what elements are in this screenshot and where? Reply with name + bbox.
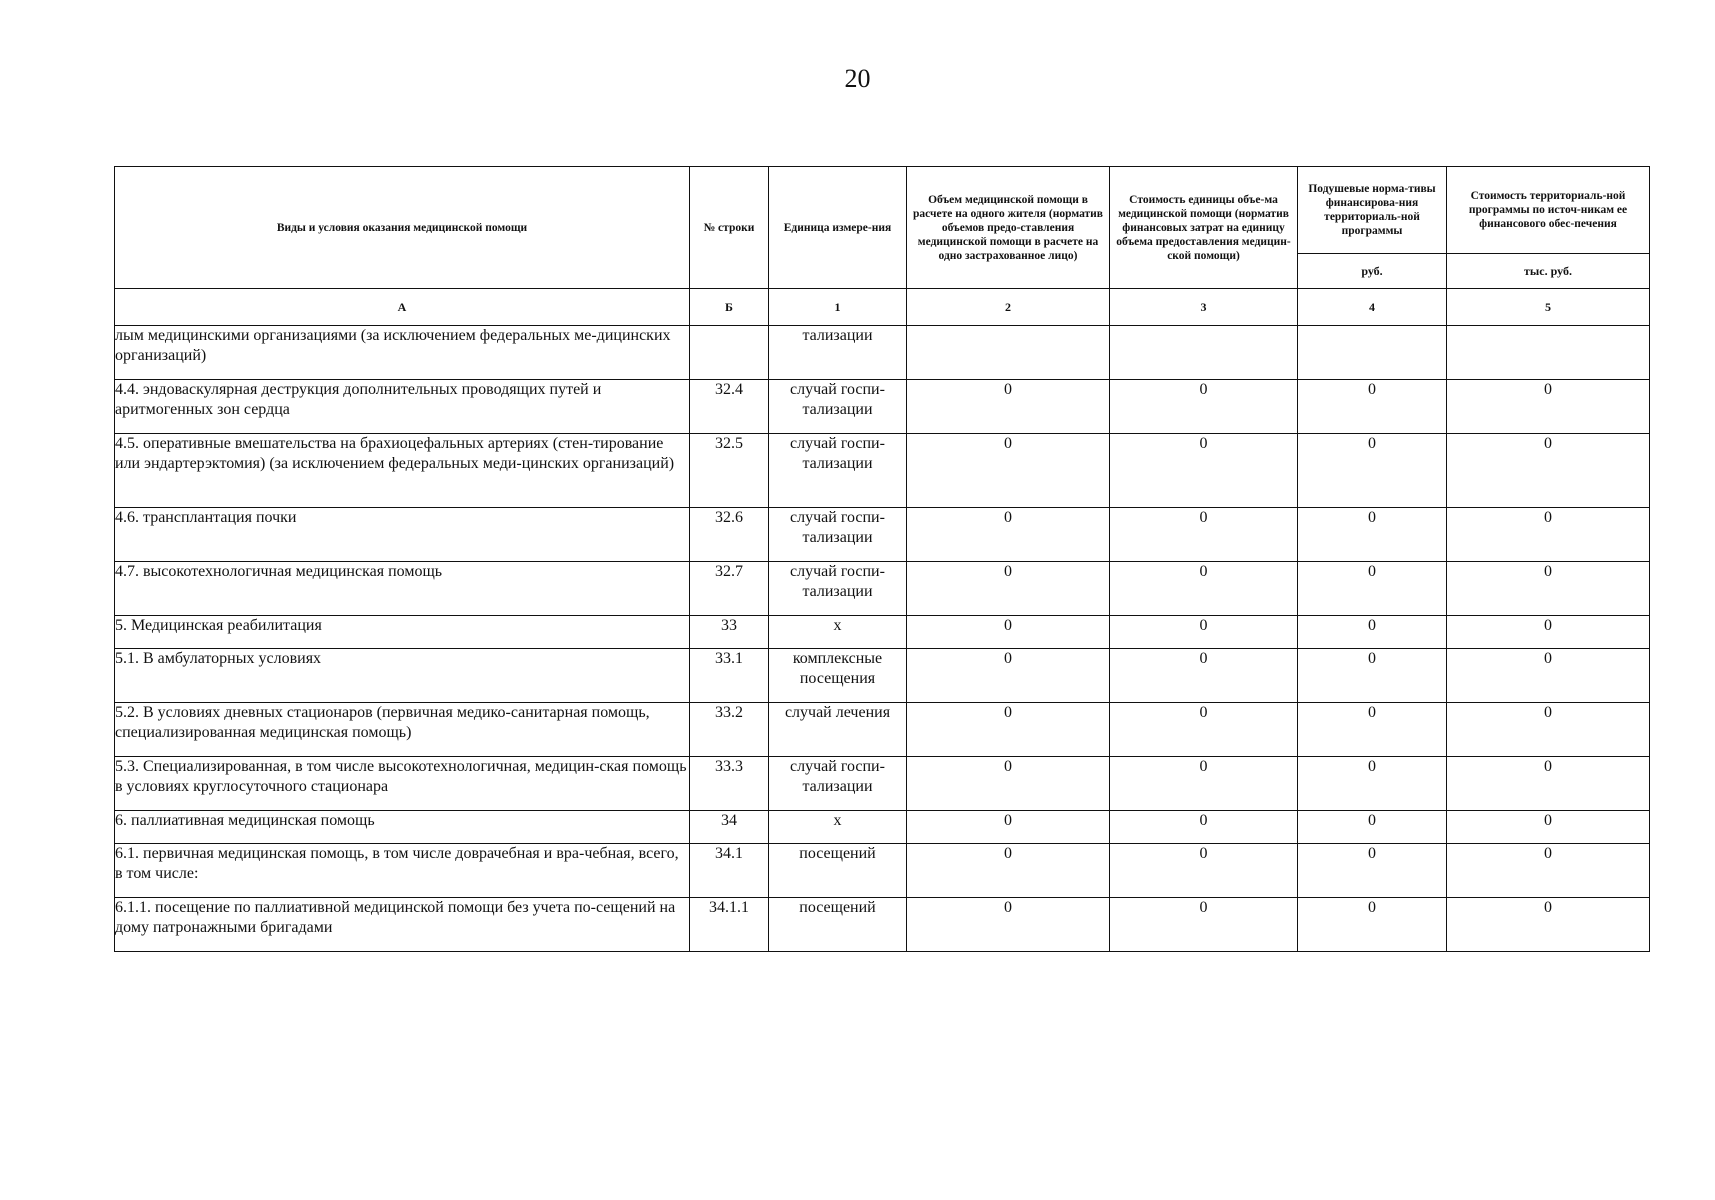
row-number: 33.1 <box>690 649 769 703</box>
row-volume: 0 <box>907 811 1110 844</box>
row-volume <box>907 326 1110 380</box>
header-unit-4: руб. <box>1298 254 1447 289</box>
row-description: 4.5. оперативные вмешательства на брахиоцефальных артериях (стен-тирование или эндартерэктомия) (за исключением федеральных меди-цинских организаций) <box>115 434 690 508</box>
table-row <box>115 649 1650 703</box>
row-unit: случай госпи-тализации <box>769 562 907 616</box>
table-row <box>115 326 1650 380</box>
row-unit-cost <box>1110 326 1298 380</box>
index-cell: 5 <box>1447 289 1650 326</box>
row-number: 32.4 <box>690 380 769 434</box>
header-unit-5: тыс. руб. <box>1447 254 1650 289</box>
row-unit-cost: 0 <box>1110 616 1298 649</box>
row-program-cost: 0 <box>1447 434 1650 508</box>
row-volume: 0 <box>907 703 1110 757</box>
row-unit-cost: 0 <box>1110 508 1298 562</box>
row-unit: х <box>769 811 907 844</box>
row-per-capita: 0 <box>1298 434 1447 508</box>
row-per-capita: 0 <box>1298 508 1447 562</box>
row-volume: 0 <box>907 649 1110 703</box>
row-unit-cost: 0 <box>1110 811 1298 844</box>
row-program-cost: 0 <box>1447 844 1650 898</box>
row-per-capita: 0 <box>1298 703 1447 757</box>
row-unit-cost: 0 <box>1110 757 1298 811</box>
table-row <box>115 757 1650 811</box>
index-cell: А <box>115 289 690 326</box>
header-col-b: № строки <box>690 167 769 289</box>
header-col-2: Объем медицинской помощи в расчете на одного жителя (норматив объемов предо-ставления медицинской помощи в расчете на одно застрахованное лицо) <box>907 167 1110 289</box>
row-per-capita: 0 <box>1298 811 1447 844</box>
header-col-3: Стоимость единицы объе-ма медицинской помощи (норматив финансовых затрат на единицу объема предоставления медицин-ской помощи) <box>1110 167 1298 289</box>
row-unit: случай госпи-тализации <box>769 508 907 562</box>
row-program-cost: 0 <box>1447 380 1650 434</box>
table-row <box>115 434 1650 508</box>
row-number: 33.2 <box>690 703 769 757</box>
table-row <box>115 811 1650 844</box>
row-number: 32.7 <box>690 562 769 616</box>
row-volume: 0 <box>907 844 1110 898</box>
row-number <box>690 326 769 380</box>
row-unit: комплексные посещения <box>769 649 907 703</box>
header-col-4: Подушевые норма-тивы финансирова-ния территориаль-ной программы <box>1298 167 1447 254</box>
row-description: 4.6. трансплантация почки <box>115 508 690 562</box>
row-unit-cost: 0 <box>1110 434 1298 508</box>
row-description: 5.3. Специализированная, в том числе высокотехнологичная, медицин-ская помощь в условиях круглосуточного стационара <box>115 757 690 811</box>
index-cell: Б <box>690 289 769 326</box>
row-volume: 0 <box>907 434 1110 508</box>
row-number: 32.5 <box>690 434 769 508</box>
row-description: 4.4. эндоваскулярная деструкция дополнительных проводящих путей и аритмогенных зон сердца <box>115 380 690 434</box>
row-per-capita <box>1298 326 1447 380</box>
row-description: 6.1.1. посещение по паллиативной медицинской помощи без учета по-сещений на дому патронажными бригадами <box>115 898 690 952</box>
row-volume: 0 <box>907 380 1110 434</box>
row-program-cost: 0 <box>1447 757 1650 811</box>
row-per-capita: 0 <box>1298 616 1447 649</box>
table-row <box>115 844 1650 898</box>
table-row <box>115 380 1650 434</box>
row-unit: случай госпи-тализации <box>769 380 907 434</box>
row-per-capita: 0 <box>1298 380 1447 434</box>
row-program-cost <box>1447 326 1650 380</box>
row-unit: тализации <box>769 326 907 380</box>
row-per-capita: 0 <box>1298 649 1447 703</box>
row-description: 4.7. высокотехнологичная медицинская помощь <box>115 562 690 616</box>
table-row <box>115 898 1650 952</box>
row-number: 34 <box>690 811 769 844</box>
row-program-cost: 0 <box>1447 811 1650 844</box>
column-index-row <box>115 289 1650 326</box>
row-program-cost: 0 <box>1447 649 1650 703</box>
page-number: 20 <box>844 64 871 93</box>
row-description: 5.2. В условиях дневных стационаров (первичная медико-санитарная помощь, специализированная медицинская помощь) <box>115 703 690 757</box>
medical-care-table <box>114 166 1650 952</box>
row-volume: 0 <box>907 508 1110 562</box>
row-program-cost: 0 <box>1447 898 1650 952</box>
row-description: лым медицинскими организациями (за исключением федеральных ме-дицинских организаций) <box>115 326 690 380</box>
row-number: 33 <box>690 616 769 649</box>
row-number: 34.1.1 <box>690 898 769 952</box>
table-row <box>115 616 1650 649</box>
row-number: 34.1 <box>690 844 769 898</box>
header-col-1: Единица измере-ния <box>769 167 907 289</box>
row-per-capita: 0 <box>1298 898 1447 952</box>
header-col-a: Виды и условия оказания медицинской помощи <box>115 167 690 289</box>
index-cell: 2 <box>907 289 1110 326</box>
index-cell: 3 <box>1110 289 1298 326</box>
row-unit-cost: 0 <box>1110 380 1298 434</box>
row-unit: случай лечения <box>769 703 907 757</box>
row-unit: случай госпи-тализации <box>769 757 907 811</box>
row-unit: посещений <box>769 898 907 952</box>
index-cell: 4 <box>1298 289 1447 326</box>
header-col-5: Стоимость территориаль-ной программы по источ-никам ее финансового обес-печения <box>1447 167 1650 254</box>
row-per-capita: 0 <box>1298 562 1447 616</box>
row-unit-cost: 0 <box>1110 562 1298 616</box>
table-row <box>115 703 1650 757</box>
row-description: 6.1. первичная медицинская помощь, в том числе доврачебная и вра-чебная, всего, в том числе: <box>115 844 690 898</box>
row-unit: посещений <box>769 844 907 898</box>
row-program-cost: 0 <box>1447 703 1650 757</box>
row-description: 5.1. В амбулаторных условиях <box>115 649 690 703</box>
row-per-capita: 0 <box>1298 844 1447 898</box>
row-number: 33.3 <box>690 757 769 811</box>
row-volume: 0 <box>907 562 1110 616</box>
row-per-capita: 0 <box>1298 757 1447 811</box>
row-program-cost: 0 <box>1447 508 1650 562</box>
table-row <box>115 562 1650 616</box>
row-unit-cost: 0 <box>1110 703 1298 757</box>
row-unit-cost: 0 <box>1110 898 1298 952</box>
row-volume: 0 <box>907 757 1110 811</box>
row-volume: 0 <box>907 616 1110 649</box>
row-unit: х <box>769 616 907 649</box>
table-row <box>115 508 1650 562</box>
row-unit-cost: 0 <box>1110 844 1298 898</box>
row-program-cost: 0 <box>1447 616 1650 649</box>
row-description: 6. паллиативная медицинская помощь <box>115 811 690 844</box>
index-cell: 1 <box>769 289 907 326</box>
row-volume: 0 <box>907 898 1110 952</box>
row-number: 32.6 <box>690 508 769 562</box>
row-description: 5. Медицинская реабилитация <box>115 616 690 649</box>
row-unit: случай госпи-тализации <box>769 434 907 508</box>
row-program-cost: 0 <box>1447 562 1650 616</box>
row-unit-cost: 0 <box>1110 649 1298 703</box>
